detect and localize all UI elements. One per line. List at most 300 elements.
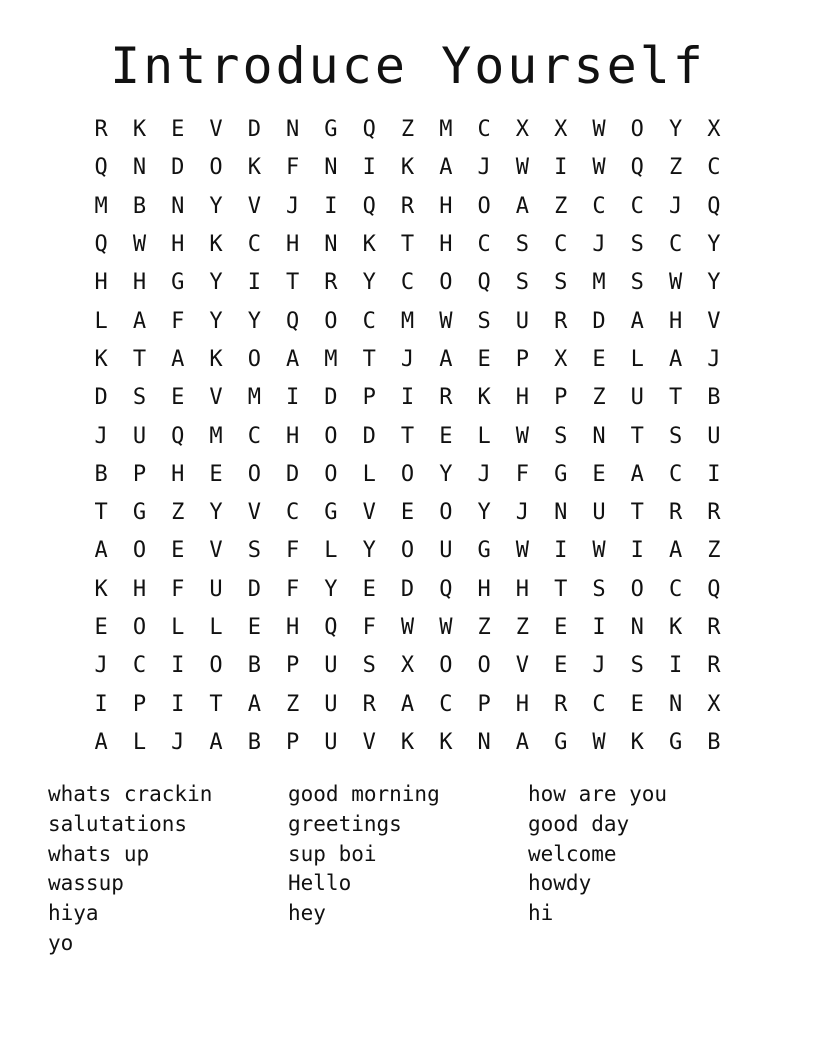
- grid-letter[interactable]: V: [209, 538, 223, 564]
- grid-letter[interactable]: C: [400, 270, 415, 296]
- grid-letter[interactable]: Y: [707, 270, 721, 296]
- grid-letter[interactable]: Z: [515, 615, 530, 640]
- grid-letter[interactable]: T: [630, 500, 644, 526]
- grid-letter[interactable]: Y: [362, 538, 376, 564]
- grid-letter[interactable]: O: [247, 461, 261, 487]
- grid-letter[interactable]: H: [132, 576, 147, 602]
- grid-letter[interactable]: E: [209, 461, 223, 487]
- grid-letter[interactable]: J: [668, 193, 683, 219]
- grid-letter[interactable]: U: [515, 308, 530, 334]
- grid-letter[interactable]: P: [477, 691, 491, 717]
- grid-letter[interactable]: O: [324, 461, 338, 487]
- grid-letter[interactable]: N: [668, 691, 683, 717]
- grid-letter[interactable]: A: [209, 729, 223, 755]
- grid-letter[interactable]: F: [286, 538, 300, 564]
- grid-letter[interactable]: P: [554, 385, 568, 411]
- grid-letter[interactable]: I: [592, 615, 606, 640]
- page-title: Introduce Yourself: [110, 37, 706, 95]
- grid-letter[interactable]: R: [400, 193, 415, 219]
- grid-letter[interactable]: B: [247, 729, 261, 755]
- grid-letter[interactable]: D: [400, 576, 415, 602]
- grid-letter[interactable]: W: [668, 270, 683, 296]
- word-list-item: hiya: [48, 901, 99, 926]
- grid-letter[interactable]: J: [515, 500, 530, 526]
- grid-letter[interactable]: S: [554, 270, 568, 296]
- grid-letter[interactable]: X: [554, 346, 568, 372]
- grid-letter[interactable]: O: [400, 538, 415, 564]
- grid-letter[interactable]: U: [324, 691, 338, 717]
- grid-letter[interactable]: L: [477, 423, 491, 449]
- grid-letter[interactable]: C: [362, 308, 376, 334]
- grid-letter[interactable]: E: [477, 346, 491, 372]
- grid-letter[interactable]: K: [400, 155, 415, 181]
- grid-letter[interactable]: D: [286, 461, 300, 487]
- grid-letter[interactable]: U: [707, 423, 721, 449]
- grid-letter[interactable]: U: [592, 500, 606, 526]
- grid-letter[interactable]: O: [439, 270, 453, 296]
- grid-letter[interactable]: V: [247, 500, 261, 526]
- grid-letter[interactable]: N: [324, 155, 338, 181]
- grid-letter[interactable]: Y: [247, 308, 261, 334]
- grid-letter[interactable]: T: [286, 270, 300, 296]
- grid-letter[interactable]: T: [554, 576, 568, 602]
- grid-letter[interactable]: O: [324, 308, 338, 334]
- grid-letter[interactable]: I: [707, 461, 721, 487]
- grid-letter[interactable]: H: [171, 461, 185, 487]
- grid-letter[interactable]: Y: [477, 500, 491, 526]
- grid-letter[interactable]: O: [630, 576, 644, 602]
- grid-letter[interactable]: G: [554, 461, 568, 487]
- grid-letter[interactable]: E: [554, 653, 568, 679]
- grid-letter[interactable]: P: [132, 691, 147, 717]
- grid-letter[interactable]: N: [592, 423, 606, 449]
- word-list-item: how are you: [528, 782, 668, 806]
- grid-letter[interactable]: K: [209, 346, 223, 372]
- grid-letter[interactable]: W: [132, 232, 147, 258]
- grid-letter[interactable]: O: [132, 615, 147, 640]
- grid-letter[interactable]: C: [668, 232, 683, 258]
- grid-letter[interactable]: C: [592, 193, 606, 219]
- grid-letter[interactable]: T: [668, 385, 683, 411]
- grid-letter[interactable]: I: [171, 691, 185, 717]
- grid-letter[interactable]: V: [247, 193, 261, 219]
- grid-letter[interactable]: K: [247, 155, 261, 181]
- grid-letter[interactable]: K: [209, 232, 223, 258]
- grid-letter[interactable]: R: [554, 308, 568, 334]
- grid-letter[interactable]: D: [94, 385, 108, 411]
- grid-letter[interactable]: Q: [707, 193, 721, 219]
- grid-letter[interactable]: Z: [707, 538, 721, 564]
- grid-letter[interactable]: F: [171, 576, 185, 602]
- grid-letter[interactable]: E: [94, 615, 108, 640]
- grid-letter[interactable]: Q: [362, 117, 376, 143]
- grid-letter[interactable]: W: [515, 538, 530, 564]
- grid-letter[interactable]: A: [400, 691, 415, 717]
- grid-letter[interactable]: P: [362, 385, 376, 411]
- grid-letter[interactable]: D: [324, 385, 338, 411]
- word-list-item: salutations: [48, 811, 188, 836]
- grid-letter[interactable]: R: [324, 270, 338, 296]
- grid-letter[interactable]: Q: [324, 615, 338, 640]
- grid-letter[interactable]: E: [171, 385, 185, 411]
- grid-letter[interactable]: W: [515, 155, 530, 181]
- grid-letter[interactable]: A: [171, 346, 185, 372]
- grid-letter[interactable]: H: [668, 308, 683, 334]
- grid-letter[interactable]: C: [439, 691, 453, 717]
- grid-letter[interactable]: Y: [707, 232, 721, 258]
- grid-letter[interactable]: L: [132, 729, 147, 755]
- grid-letter[interactable]: R: [439, 385, 453, 411]
- grid-letter[interactable]: Z: [668, 155, 683, 181]
- grid-letter[interactable]: H: [94, 270, 108, 296]
- grid-letter[interactable]: T: [630, 423, 644, 449]
- grid-letter[interactable]: E: [171, 117, 185, 143]
- grid-letter[interactable]: X: [554, 117, 568, 143]
- grid-letter[interactable]: G: [477, 538, 491, 564]
- grid-letter[interactable]: H: [515, 691, 530, 717]
- grid-letter[interactable]: T: [132, 346, 147, 372]
- grid-letter[interactable]: A: [439, 155, 453, 181]
- grid-letter[interactable]: S: [477, 308, 491, 334]
- grid-letter[interactable]: V: [209, 117, 223, 143]
- grid-letter[interactable]: V: [515, 653, 530, 679]
- grid-letter[interactable]: S: [515, 232, 530, 258]
- grid-letter[interactable]: K: [94, 576, 108, 602]
- grid-letter[interactable]: V: [362, 500, 376, 526]
- grid-letter[interactable]: D: [592, 308, 606, 334]
- grid-letter[interactable]: Z: [554, 193, 568, 219]
- grid-letter[interactable]: I: [286, 385, 300, 411]
- grid-letter[interactable]: P: [515, 346, 530, 372]
- word-list-item: whats up: [48, 841, 150, 866]
- grid-letter[interactable]: H: [515, 576, 530, 602]
- grid-letter[interactable]: X: [400, 653, 415, 679]
- grid-letter[interactable]: A: [515, 729, 530, 755]
- grid-letter[interactable]: C: [247, 423, 261, 449]
- grid-letter[interactable]: D: [247, 117, 261, 143]
- grid-letter[interactable]: Q: [94, 155, 108, 181]
- grid-letter[interactable]: W: [592, 538, 606, 564]
- grid-letter[interactable]: F: [171, 308, 185, 334]
- grid-letter[interactable]: I: [554, 538, 568, 564]
- grid-letter[interactable]: O: [132, 538, 147, 564]
- grid-letter[interactable]: J: [477, 155, 491, 181]
- grid-letter[interactable]: W: [592, 155, 606, 181]
- grid-letter[interactable]: C: [286, 500, 300, 526]
- grid-letter[interactable]: G: [132, 500, 147, 526]
- word-list-item: sup boi: [288, 841, 377, 866]
- grid-letter[interactable]: K: [400, 729, 415, 755]
- grid-letter[interactable]: P: [286, 653, 300, 679]
- grid-letter[interactable]: O: [439, 653, 453, 679]
- grid-letter[interactable]: O: [209, 653, 223, 679]
- grid-letter[interactable]: U: [324, 653, 338, 679]
- grid-letter[interactable]: J: [94, 423, 108, 449]
- grid-letter[interactable]: R: [554, 691, 568, 717]
- grid-letter[interactable]: A: [630, 308, 644, 334]
- grid-letter[interactable]: L: [94, 308, 108, 334]
- grid-letter[interactable]: Q: [439, 576, 453, 602]
- grid-letter[interactable]: H: [132, 270, 147, 296]
- grid-letter[interactable]: H: [286, 232, 300, 258]
- grid-letter[interactable]: W: [439, 308, 453, 334]
- grid-letter[interactable]: W: [515, 423, 530, 449]
- grid-letter[interactable]: S: [554, 423, 568, 449]
- word-list-item: howdy: [528, 871, 592, 896]
- grid-letter[interactable]: M: [400, 308, 415, 334]
- grid-letter[interactable]: Q: [94, 232, 108, 258]
- grid-letter[interactable]: E: [400, 500, 415, 526]
- grid-letter[interactable]: O: [324, 423, 338, 449]
- grid-letter[interactable]: U: [439, 538, 453, 564]
- grid-letter[interactable]: C: [668, 461, 683, 487]
- grid-letter[interactable]: E: [554, 615, 568, 640]
- grid-letter[interactable]: G: [554, 729, 568, 755]
- grid-letter[interactable]: S: [515, 270, 530, 296]
- grid-letter[interactable]: V: [707, 308, 721, 334]
- grid-letter[interactable]: M: [439, 117, 453, 143]
- grid-letter[interactable]: D: [362, 423, 376, 449]
- grid-letter[interactable]: L: [209, 615, 223, 640]
- grid-letter[interactable]: I: [247, 270, 261, 296]
- grid-letter[interactable]: Y: [209, 308, 223, 334]
- grid-letter[interactable]: Z: [477, 615, 491, 640]
- grid-letter[interactable]: T: [400, 232, 415, 258]
- grid-letter[interactable]: S: [132, 385, 147, 411]
- grid-letter[interactable]: U: [630, 385, 644, 411]
- grid-letter[interactable]: Y: [668, 117, 683, 143]
- grid-letter[interactable]: N: [554, 500, 568, 526]
- grid-letter[interactable]: A: [286, 346, 300, 372]
- grid-letter[interactable]: Q: [362, 193, 376, 219]
- grid-letter[interactable]: M: [592, 270, 606, 296]
- grid-letter[interactable]: A: [132, 308, 147, 334]
- grid-letter[interactable]: R: [668, 500, 683, 526]
- grid-letter[interactable]: Q: [630, 155, 644, 181]
- grid-letter[interactable]: S: [362, 653, 376, 679]
- grid-letter[interactable]: Q: [171, 423, 185, 449]
- grid-letter[interactable]: I: [171, 653, 185, 679]
- grid-letter[interactable]: S: [630, 653, 644, 679]
- grid-letter[interactable]: X: [707, 117, 721, 143]
- grid-letter[interactable]: C: [592, 691, 606, 717]
- grid-letter[interactable]: L: [324, 538, 338, 564]
- grid-letter[interactable]: O: [630, 117, 644, 143]
- grid-letter[interactable]: A: [515, 193, 530, 219]
- grid-letter[interactable]: H: [439, 232, 453, 258]
- word-list-item: hi: [528, 901, 554, 926]
- grid-letter[interactable]: A: [94, 729, 108, 755]
- grid-letter[interactable]: K: [668, 615, 683, 640]
- grid-letter[interactable]: T: [362, 346, 376, 372]
- grid-letter[interactable]: O: [477, 653, 491, 679]
- grid-letter[interactable]: E: [592, 461, 606, 487]
- grid-letter[interactable]: M: [94, 193, 108, 219]
- grid-letter[interactable]: R: [707, 500, 721, 526]
- grid-letter[interactable]: E: [439, 423, 453, 449]
- grid-letter[interactable]: N: [477, 729, 491, 755]
- grid-letter[interactable]: M: [209, 423, 223, 449]
- grid-letter[interactable]: D: [247, 576, 261, 602]
- grid-letter[interactable]: L: [630, 346, 644, 372]
- grid-letter[interactable]: A: [630, 461, 644, 487]
- grid-letter[interactable]: J: [171, 729, 185, 755]
- grid-letter[interactable]: A: [247, 691, 261, 717]
- grid-letter[interactable]: O: [477, 193, 491, 219]
- grid-letter[interactable]: H: [439, 193, 453, 219]
- grid-letter[interactable]: C: [477, 232, 491, 258]
- grid-letter[interactable]: Y: [209, 500, 223, 526]
- grid-letter[interactable]: J: [94, 653, 108, 679]
- grid-letter[interactable]: F: [362, 615, 376, 640]
- grid-letter[interactable]: I: [668, 653, 683, 679]
- word-list-item: good morning: [288, 782, 440, 806]
- grid-letter[interactable]: V: [362, 729, 376, 755]
- grid-letter[interactable]: Q: [286, 308, 300, 334]
- grid-letter[interactable]: E: [171, 538, 185, 564]
- grid-letter[interactable]: C: [247, 232, 261, 258]
- grid-letter[interactable]: T: [400, 423, 415, 449]
- grid-letter[interactable]: Y: [209, 270, 223, 296]
- grid-letter[interactable]: I: [554, 155, 568, 181]
- word-list-item: wassup: [48, 871, 124, 896]
- grid-letter[interactable]: G: [324, 500, 338, 526]
- grid-letter[interactable]: Y: [209, 193, 223, 219]
- grid-letter[interactable]: O: [439, 500, 453, 526]
- grid-letter[interactable]: W: [592, 729, 606, 755]
- grid-letter[interactable]: K: [94, 346, 108, 372]
- grid-letter[interactable]: V: [209, 385, 223, 411]
- grid-letter[interactable]: L: [171, 615, 185, 640]
- grid-letter[interactable]: G: [668, 729, 683, 755]
- grid-letter[interactable]: N: [286, 117, 300, 143]
- grid-letter[interactable]: U: [324, 729, 338, 755]
- grid-letter[interactable]: N: [171, 193, 185, 219]
- grid-letter[interactable]: Y: [439, 461, 453, 487]
- grid-letter[interactable]: F: [286, 576, 300, 602]
- grid-letter[interactable]: R: [707, 653, 721, 679]
- grid-letter[interactable]: J: [400, 346, 415, 372]
- grid-letter[interactable]: U: [209, 576, 223, 602]
- grid-letter[interactable]: K: [630, 729, 644, 755]
- grid-letter[interactable]: O: [400, 461, 415, 487]
- grid-letter[interactable]: C: [132, 653, 147, 679]
- grid-letter[interactable]: Z: [286, 691, 300, 717]
- grid-letter[interactable]: H: [286, 615, 300, 640]
- grid-letter[interactable]: Q: [707, 576, 721, 602]
- grid-letter[interactable]: S: [630, 232, 644, 258]
- grid-letter[interactable]: T: [94, 500, 108, 526]
- grid-letter[interactable]: B: [247, 653, 261, 679]
- grid-letter[interactable]: E: [630, 691, 644, 717]
- grid-letter[interactable]: R: [707, 615, 721, 640]
- grid-letter[interactable]: K: [439, 729, 453, 755]
- grid-letter[interactable]: Y: [362, 270, 376, 296]
- grid-letter[interactable]: X: [707, 691, 721, 717]
- grid-letter[interactable]: E: [247, 615, 261, 640]
- grid-letter[interactable]: O: [209, 155, 223, 181]
- grid-letter[interactable]: W: [592, 117, 606, 143]
- grid-letter[interactable]: O: [247, 346, 261, 372]
- grid-letter[interactable]: R: [362, 691, 376, 717]
- grid-letter[interactable]: X: [515, 117, 530, 143]
- grid-letter[interactable]: N: [324, 232, 338, 258]
- grid-letter[interactable]: I: [630, 538, 644, 564]
- grid-letter[interactable]: A: [439, 346, 453, 372]
- grid-letter[interactable]: B: [132, 193, 147, 219]
- grid-letter[interactable]: C: [477, 117, 491, 143]
- grid-letter[interactable]: I: [324, 193, 338, 219]
- grid-letter[interactable]: K: [477, 385, 491, 411]
- word-list-item: good day: [528, 811, 630, 836]
- grid-letter[interactable]: F: [515, 461, 530, 487]
- grid-letter[interactable]: A: [668, 538, 683, 564]
- grid-letter[interactable]: M: [247, 385, 261, 411]
- grid-letter[interactable]: B: [707, 385, 721, 411]
- grid-letter[interactable]: H: [477, 576, 491, 602]
- grid-letter[interactable]: W: [400, 615, 415, 640]
- grid-letter[interactable]: J: [592, 232, 606, 258]
- grid-letter[interactable]: G: [324, 117, 338, 143]
- grid-letter[interactable]: A: [668, 346, 683, 372]
- grid-letter[interactable]: J: [286, 193, 300, 219]
- grid-letter[interactable]: P: [286, 729, 300, 755]
- grid-letter[interactable]: H: [286, 423, 300, 449]
- grid-letter[interactable]: B: [707, 729, 721, 755]
- grid-letter[interactable]: C: [554, 232, 568, 258]
- grid-letter[interactable]: Z: [400, 117, 415, 143]
- grid-letter[interactable]: P: [132, 461, 147, 487]
- grid-letter[interactable]: I: [362, 155, 376, 181]
- grid-letter[interactable]: G: [171, 270, 185, 296]
- grid-letter[interactable]: S: [247, 538, 261, 564]
- grid-letter[interactable]: S: [668, 423, 683, 449]
- grid-letter[interactable]: N: [132, 155, 147, 181]
- grid-letter[interactable]: J: [707, 346, 721, 372]
- grid-letter[interactable]: S: [630, 270, 644, 296]
- grid-letter[interactable]: E: [592, 346, 606, 372]
- grid-letter[interactable]: I: [400, 385, 415, 411]
- grid-letter[interactable]: W: [439, 615, 453, 640]
- grid-letter[interactable]: C: [707, 155, 721, 181]
- grid-letter[interactable]: U: [132, 423, 147, 449]
- grid-letter[interactable]: T: [209, 691, 223, 717]
- grid-letter[interactable]: B: [94, 461, 108, 487]
- grid-letter[interactable]: C: [630, 193, 644, 219]
- grid-letter[interactable]: Q: [477, 270, 491, 296]
- grid-letter[interactable]: K: [362, 232, 376, 258]
- grid-letter[interactable]: C: [668, 576, 683, 602]
- grid-letter[interactable]: Y: [324, 576, 338, 602]
- grid-letter[interactable]: H: [171, 232, 185, 258]
- grid-letter[interactable]: Z: [592, 385, 606, 411]
- grid-letter[interactable]: A: [94, 538, 108, 564]
- grid-letter[interactable]: Z: [171, 500, 185, 526]
- grid-letter[interactable]: I: [94, 691, 108, 717]
- grid-letter[interactable]: E: [362, 576, 376, 602]
- grid-letter[interactable]: K: [132, 117, 147, 143]
- grid-letter[interactable]: S: [592, 576, 606, 602]
- grid-letter[interactable]: D: [171, 155, 185, 181]
- grid-letter[interactable]: J: [477, 461, 491, 487]
- grid-letter[interactable]: F: [286, 155, 300, 181]
- grid-letter[interactable]: N: [630, 615, 644, 640]
- grid-letter[interactable]: M: [324, 346, 338, 372]
- grid-letter[interactable]: H: [515, 385, 530, 411]
- grid-letter[interactable]: J: [592, 653, 606, 679]
- grid-letter[interactable]: R: [94, 117, 108, 143]
- grid-letter[interactable]: L: [362, 461, 376, 487]
